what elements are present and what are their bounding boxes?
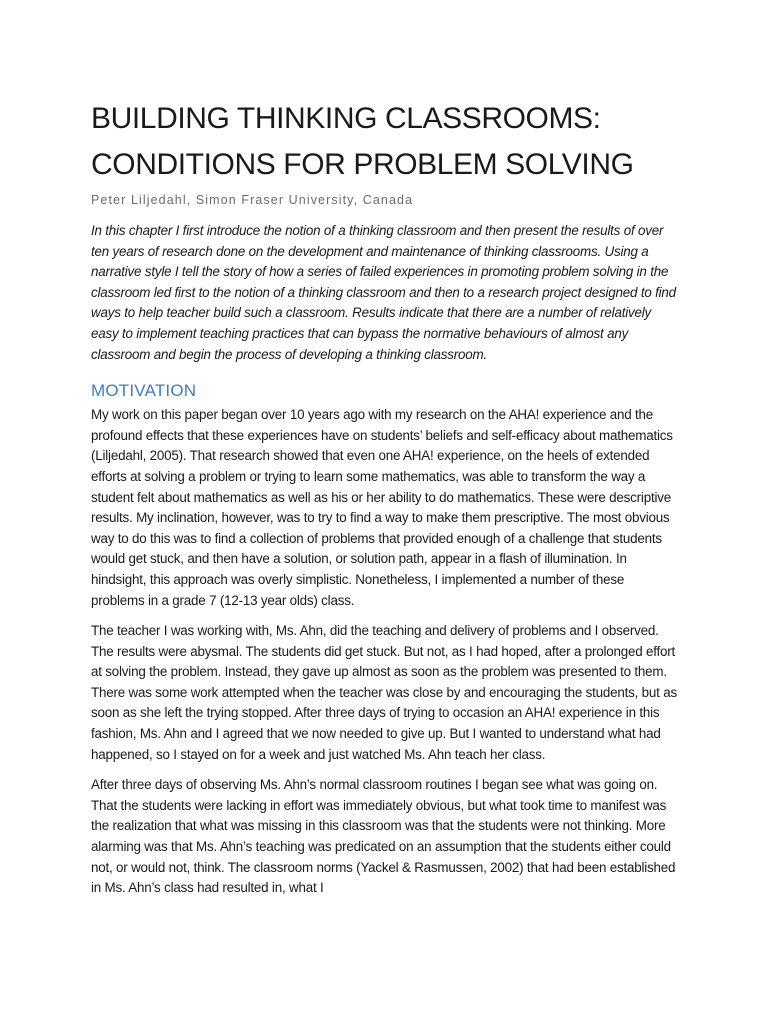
body-paragraph-1: My work on this paper began over 10 years ago with my research on the AHA! experience and the profound effects that these experiences have on students’ beliefs and self-efficacy about mathematics (Liljedahl, 2005). That research showed that even one AHA! experience, on the heels of extended efforts at solving a problem or trying to learn some mathematics, was able to transform the way a student felt about mathematics as well as his or her ability to do mathematics. These were descriptive results. My inclination, however, was to try to find a way to make them prescriptive. The most obvious way to do this was to find a collection of problems that provided enough of a challenge that students would get stuck, and then have a solution, or solution path, appear in a flash of illumination. In hindsight, this approach was overly simplistic. Nonetheless, I implemented a number of these problems in a grade 7 (12-13 year olds) class. [91,407,673,608]
title-line-2: CONDITIONS FOR PROBLEM SOLVING [91,148,634,181]
section-heading-motivation: MOTIVATION [91,381,197,401]
document-title [91,96,681,188]
document-page [91,96,681,909]
body-paragraph-2: The teacher I was working with, Ms. Ahn, did the teaching and delivery of problems and I observed. The results were abysmal. The students did get stuck. But not, as I had hoped, after a prolonged effort at solving the problem. Instead, they gave up almost as soon as the problem was presented to them. There was some work attempted when the teacher was close by and encouraging the students, but as soon as she left the trying stopped. After three days of trying to occasion an AHA! experience in this fashion, Ms. Ahn and I agreed that we now needed to give up. But I wanted to understand what had happened, so I stayed on for a week and just watched Ms. Ahn teach her class. [91,623,677,762]
title-line-1: BUILDING THINKING CLASSROOMS: [91,102,601,135]
body-paragraph-3: After three days of observing Ms. Ahn’s normal classroom routines I began see what was going on. That the students were lacking in effort was immediately obvious, but what took time to manifest was the realization that what was missing in this classroom was that the students were not thinking. More alarming was that Ms. Ahn’s teaching was predicated on an assumption that the students either could not, or would not, think. The classroom norms (Yackel & Rasmussen, 2002) that had been established in Ms. Ahn’s class had resulted in, what I [91,777,676,896]
author-line: Peter Liljedahl, Simon Fraser University, Canada [91,193,414,207]
abstract-paragraph: In this chapter I first introduce the notion of a thinking classroom and then present the results of over ten years of research done on the development and maintenance of thinking classrooms. Using a narrative style I tell the story of how a series of failed experiences in promoting problem solving in the classroom led first to the notion of a thinking classroom and then to a research project designed to find ways to help teacher build such a classroom. Results indicate that there are a number of relatively easy to implement teaching practices that can bypass the normative behaviours of almost any classroom and begin the process of developing a thinking classroom. [91,223,676,362]
